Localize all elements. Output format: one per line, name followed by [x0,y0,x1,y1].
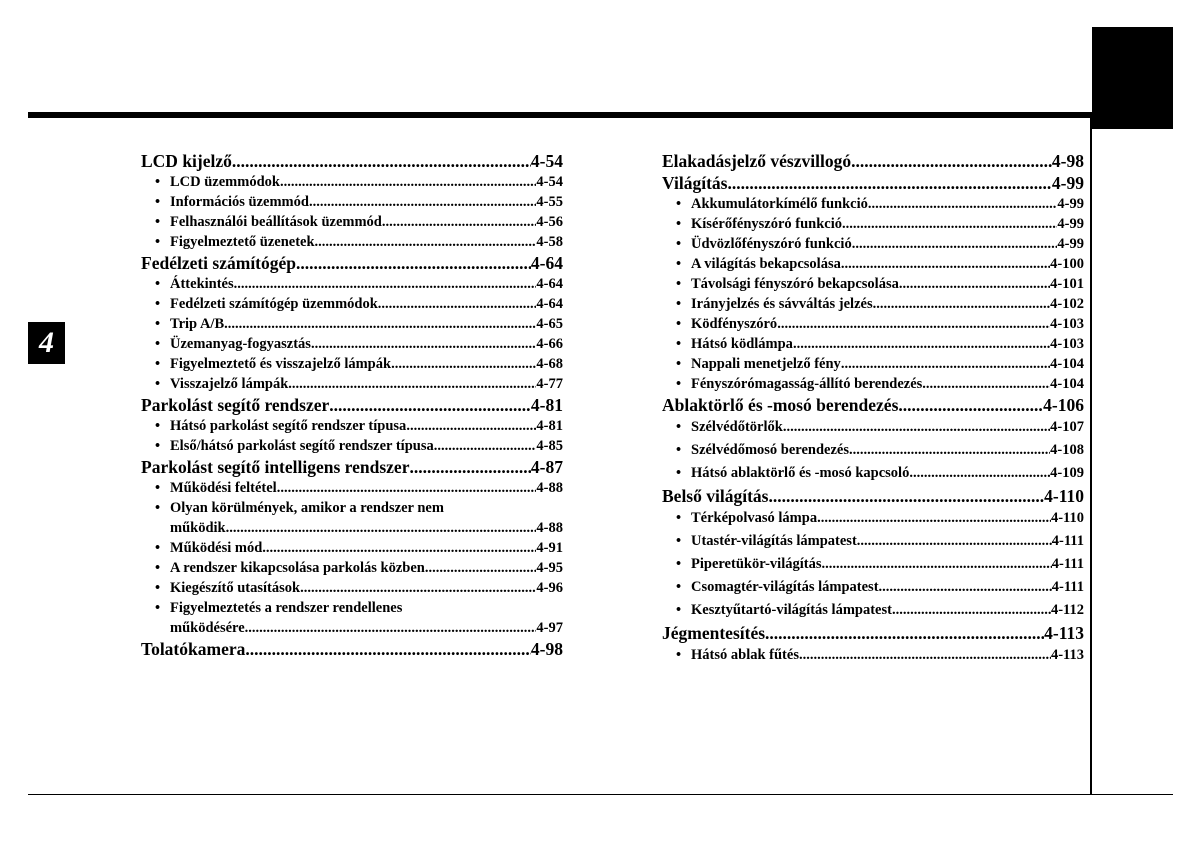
toc-subentry[interactable] [662,294,1084,314]
toc-page-number: 4-108 [1050,442,1084,458]
toc-leader-dots [378,294,537,314]
toc-subentry[interactable] [662,462,1084,485]
toc-page-number: 4-85 [536,438,563,454]
toc-page-number: 4-111 [1051,533,1084,549]
toc-leader-dots [288,374,536,394]
bullet-icon: • [676,196,682,212]
toc-subentry-title: Működési mód [170,540,263,556]
toc-entry-title: LCD kijelző [141,151,232,171]
toc-leader-dots [234,274,537,294]
toc-subentry[interactable] [141,334,563,354]
bullet-icon: • [155,480,161,496]
toc-subentry[interactable] [662,599,1084,622]
toc-page-number: 4-58 [536,234,563,250]
toc-page-number: 4-81 [536,418,563,434]
toc-page-number: 4-104 [1050,356,1084,372]
toc-leader-dots [727,172,1051,194]
toc-entry-title: Tolatókamera [141,639,246,659]
bullet-icon: • [676,356,682,372]
toc-leader-dots [842,214,1057,234]
toc-page-number: 4-68 [536,356,563,372]
toc-page-number: 4-91 [536,540,563,556]
toc-subentry-title: Hátsó ködlámpa [691,336,793,352]
bullet-icon: • [155,500,161,516]
toc-leader-dots [777,314,1050,334]
toc-page-number: 4-106 [1043,395,1084,415]
toc-leader-dots [849,439,1050,462]
bullet-icon: • [676,647,682,663]
toc-entry[interactable] [662,622,1084,644]
toc-subentry[interactable] [141,498,563,518]
toc-entry-title: Parkolást segítő intelligens rendszer [141,457,410,477]
toc-subentry-title: Hátsó ablak fűtés [691,647,799,663]
toc-page-number: 4-54 [530,151,563,171]
toc-page-number: 4-66 [536,336,563,352]
toc-leader-dots [783,416,1050,439]
bullet-icon: • [676,256,682,272]
toc-subentry-title: Irányjelzés és sávváltás jelzés [691,296,873,312]
toc-page-number: 4-54 [536,174,563,190]
toc-page-number: 4-64 [536,296,563,312]
toc-page-number: 4-55 [536,194,563,210]
toc-leader-dots [232,150,531,172]
corner-black-block [1092,27,1173,129]
toc-entry-title: Világítás [662,173,728,193]
toc-leader-dots [851,150,1052,172]
toc-subentry[interactable] [662,439,1084,462]
toc-subentry-title: Fedélzeti számítógép üzemmódok [170,296,378,312]
toc-subentry[interactable] [141,578,563,598]
toc-page-number: 4-88 [536,480,563,496]
toc-leader-dots [406,416,536,436]
toc-leader-dots [922,374,1050,394]
toc-leader-dots [226,518,537,538]
toc-subentry-title: Felhasználói beállítások üzemmód [170,214,382,230]
bullet-icon: • [676,236,682,252]
toc-page-number: 4-99 [1057,216,1084,232]
toc-subentry-title: Visszajelző lámpák [170,376,289,392]
toc-subentry-title: Kiegészítő utasítások [170,580,301,596]
bullet-icon: • [676,442,682,458]
toc-subentry-title: Csomagtér-világítás lámpatest [691,579,879,595]
toc-subentry-title: Fényszórómagasság-állító berendezés [691,376,923,392]
toc-leader-dots [768,485,1044,507]
toc-subentry[interactable] [141,274,563,294]
toc-leader-dots [852,234,1058,254]
toc-leader-dots [300,578,536,598]
toc-leader-dots [262,538,536,558]
chapter-tab: 4 [28,322,65,364]
toc-page-number: 4-65 [536,316,563,332]
toc-entry-title: Ablaktörlő és -mosó berendezés [662,395,899,415]
toc-page-number: 4-88 [536,520,563,536]
toc-leader-dots [765,622,1044,644]
toc-leader-dots [409,456,530,478]
bullet-icon: • [676,533,682,549]
toc-subentry[interactable] [141,232,563,252]
toc-page-number: 4-87 [530,457,563,477]
toc-entry[interactable] [662,485,1084,507]
toc-page-number: 4-77 [536,376,563,392]
toc-page-number: 4-97 [536,620,563,636]
bullet-icon: • [155,600,161,616]
toc-subentry-title: Figyelmeztetés a rendszer rendellenes [170,600,403,616]
toc-page-number: 4-104 [1050,376,1084,392]
bullet-icon: • [676,419,682,435]
bullet-icon: • [155,234,161,250]
bullet-icon: • [676,465,682,481]
toc-subentry-title: Szélvédőtörlők [691,419,783,435]
toc-entry-title: Belső világítás [662,486,769,506]
bullet-icon: • [155,336,161,352]
toc-leader-dots [224,314,536,334]
toc-leader-dots [245,638,531,660]
toc-entry[interactable] [662,150,1084,172]
toc-leader-dots [909,462,1050,485]
toc-page-number: 4-81 [530,395,563,415]
toc-subentry-continuation[interactable] [141,618,563,638]
bullet-icon: • [676,316,682,332]
toc-entry[interactable] [141,150,563,172]
toc-entry[interactable] [141,394,563,416]
bullet-icon: • [676,336,682,352]
toc-page-number: 4-96 [536,580,563,596]
toc-leader-dots [311,334,536,354]
toc-subentry[interactable] [662,214,1084,234]
toc-subentry-title: Utastér-világítás lámpatest [691,533,857,549]
toc-subentry[interactable] [662,553,1084,576]
toc-subentry[interactable] [141,436,563,456]
toc-leader-dots [793,334,1050,354]
toc-subentry-title: Szélvédőmosó berendezés [691,442,849,458]
toc-page-number: 4-110 [1044,486,1084,506]
bullet-icon: • [676,579,682,595]
toc-subentry[interactable] [141,558,563,578]
toc-page-number: 4-111 [1051,556,1084,572]
toc-leader-dots [873,294,1051,314]
toc-subentry-title: A rendszer kikapcsolása parkolás közben [170,560,425,576]
toc-subentry-continuation[interactable] [141,518,563,538]
bullet-icon: • [155,356,161,372]
bullet-icon: • [155,580,161,596]
toc-leader-dots [841,254,1050,274]
toc-page-number: 4-103 [1050,336,1084,352]
toc-page-number: 4-98 [530,639,563,659]
toc-leader-dots [329,394,531,416]
toc-subentry-title: Információs üzemmód [170,194,309,210]
toc-subentry[interactable] [141,416,563,436]
toc-subentry-title: Figyelmeztető üzenetek [170,234,315,250]
toc-subentry-title: Üdvözlőfényszóró funkció [691,236,852,252]
toc-subentry[interactable] [662,416,1084,439]
toc-leader-dots [309,192,536,212]
toc-subentry[interactable] [662,644,1084,667]
toc-page-number: 4-99 [1057,236,1084,252]
toc-subentry[interactable] [141,212,563,232]
toc-subentry-title: Hátsó parkolást segítő rendszer típusa [170,418,407,434]
toc-subentry[interactable] [141,374,563,394]
toc-entry-title: Jégmentesítés [662,623,766,643]
toc-page-number: 4-99 [1051,173,1084,193]
bullet-icon: • [155,316,161,332]
toc-entry-title: Parkolást segítő rendszer [141,395,330,415]
toc-entry[interactable] [141,456,563,478]
toc-subentry-title: Távolsági fényszóró bekapcsolása [691,276,899,292]
toc-leader-dots [391,354,536,374]
toc-leader-dots [817,507,1051,530]
toc-subentry-title: Kesztyűtartó-világítás lámpatest [691,602,892,618]
toc-subentry-title: Üzemanyag-fogyasztás [170,336,311,352]
toc-subentry[interactable] [141,478,563,498]
toc-leader-dots [296,252,531,274]
bullet-icon: • [676,296,682,312]
toc-entry-title: Fedélzeti számítógép [141,253,297,273]
toc-subentry-title: Áttekintés [170,276,234,292]
toc-subentry[interactable] [141,354,563,374]
toc-leader-dots [898,394,1043,416]
toc-subentry-title: Működési feltétel [170,480,277,496]
footer-rule [28,794,1173,795]
right-margin-rule [1090,118,1092,795]
toc-subentry[interactable] [662,507,1084,530]
bullet-icon: • [676,510,682,526]
bullet-icon: • [676,276,682,292]
toc-subentry-title: Olyan körülmények, amikor a rendszer nem [170,500,444,516]
toc-subentry[interactable] [141,192,563,212]
toc-subentry-title: Nappali menetjelző fény [691,356,841,372]
toc-page-number: 4-101 [1050,276,1084,292]
toc-subentry[interactable] [662,576,1084,599]
toc-subentry[interactable] [662,374,1084,394]
toc-entry[interactable] [141,638,563,660]
toc-subentry-title: működésére [170,620,245,636]
toc-leader-dots [857,530,1052,553]
toc-subentry-title: Figyelmeztető és visszajelző lámpák [170,356,392,372]
bullet-icon: • [155,296,161,312]
toc-leader-dots [879,576,1052,599]
toc-entry[interactable] [662,172,1084,194]
bullet-icon: • [676,556,682,572]
toc-leader-dots [892,599,1051,622]
toc-page-number: 4-113 [1050,647,1084,663]
toc-leader-dots [434,436,537,456]
toc-subentry[interactable] [662,274,1084,294]
toc-subentry-title: Akkumulátorkímélő funkció [691,196,868,212]
toc-entry[interactable] [141,252,563,274]
bullet-icon: • [155,560,161,576]
toc-page-number: 4-56 [536,214,563,230]
toc-left-column [141,150,563,660]
toc-subentry-title: Kísérőfényszóró funkció [691,216,843,232]
toc-page-number: 4-102 [1050,296,1084,312]
toc-page-number: 4-64 [530,253,563,273]
bullet-icon: • [676,376,682,392]
toc-leader-dots [382,212,537,232]
toc-subentry-title: Ködfényszóró [691,316,778,332]
header-rule [28,112,1092,118]
bullet-icon: • [155,214,161,230]
toc-subentry[interactable] [662,354,1084,374]
bullet-icon: • [155,376,161,392]
toc-subentry-title: működik [170,520,226,536]
toc-subentry[interactable] [141,538,563,558]
bullet-icon: • [676,216,682,232]
toc-subentry-title: Hátsó ablaktörlő és -mosó kapcsoló [691,465,910,481]
toc-subentry-title: Első/hátsó parkolást segítő rendszer típusa [170,438,434,454]
toc-page-number: 4-107 [1050,419,1084,435]
toc-page-number: 4-103 [1050,316,1084,332]
toc-page-number: 4-95 [536,560,563,576]
toc-page-number: 4-111 [1051,579,1084,595]
toc-subentry[interactable] [662,194,1084,214]
toc-subentry[interactable] [141,172,563,192]
bullet-icon: • [155,438,161,454]
toc-subentry-title: Piperetükör-világítás [691,556,822,572]
toc-subentry-title: Trip A/B [170,316,225,332]
bullet-icon: • [155,276,161,292]
toc-page-number: 4-110 [1050,510,1084,526]
toc-subentry-title: A világítás bekapcsolása [691,256,841,272]
toc-page-number: 4-100 [1050,256,1084,272]
toc-leader-dots [799,644,1051,667]
toc-leader-dots [899,274,1050,294]
toc-subentry[interactable] [662,234,1084,254]
toc-subentry-title: LCD üzemmódok [170,174,280,190]
toc-subentry[interactable] [141,598,563,618]
toc-entry[interactable] [662,394,1084,416]
bullet-icon: • [155,418,161,434]
toc-page-number: 4-98 [1051,151,1084,171]
toc-leader-dots [425,558,537,578]
toc-leader-dots [280,172,536,192]
toc-leader-dots [315,232,537,252]
toc-leader-dots [277,478,537,498]
toc-right-column [662,150,1084,667]
bullet-icon: • [676,602,682,618]
toc-page-number: 4-64 [536,276,563,292]
toc-leader-dots [841,354,1050,374]
toc-subentry[interactable] [662,254,1084,274]
toc-page-number: 4-99 [1057,196,1084,212]
toc-page-number: 4-113 [1044,623,1084,643]
toc-subentry[interactable] [662,314,1084,334]
toc-subentry[interactable] [141,314,563,334]
toc-subentry-title: Térképolvasó lámpa [691,510,818,526]
bullet-icon: • [155,540,161,556]
toc-subentry[interactable] [662,530,1084,553]
toc-subentry[interactable] [662,334,1084,354]
toc-entry-title: Elakadásjelző vészvillogó [662,151,852,171]
toc-leader-dots [868,194,1058,214]
bullet-icon: • [155,194,161,210]
toc-subentry[interactable] [141,294,563,314]
toc-leader-dots [245,618,537,638]
bullet-icon: • [155,174,161,190]
toc-page-number: 4-112 [1050,602,1084,618]
toc-leader-dots [822,553,1052,576]
toc-page-number: 4-109 [1050,465,1084,481]
